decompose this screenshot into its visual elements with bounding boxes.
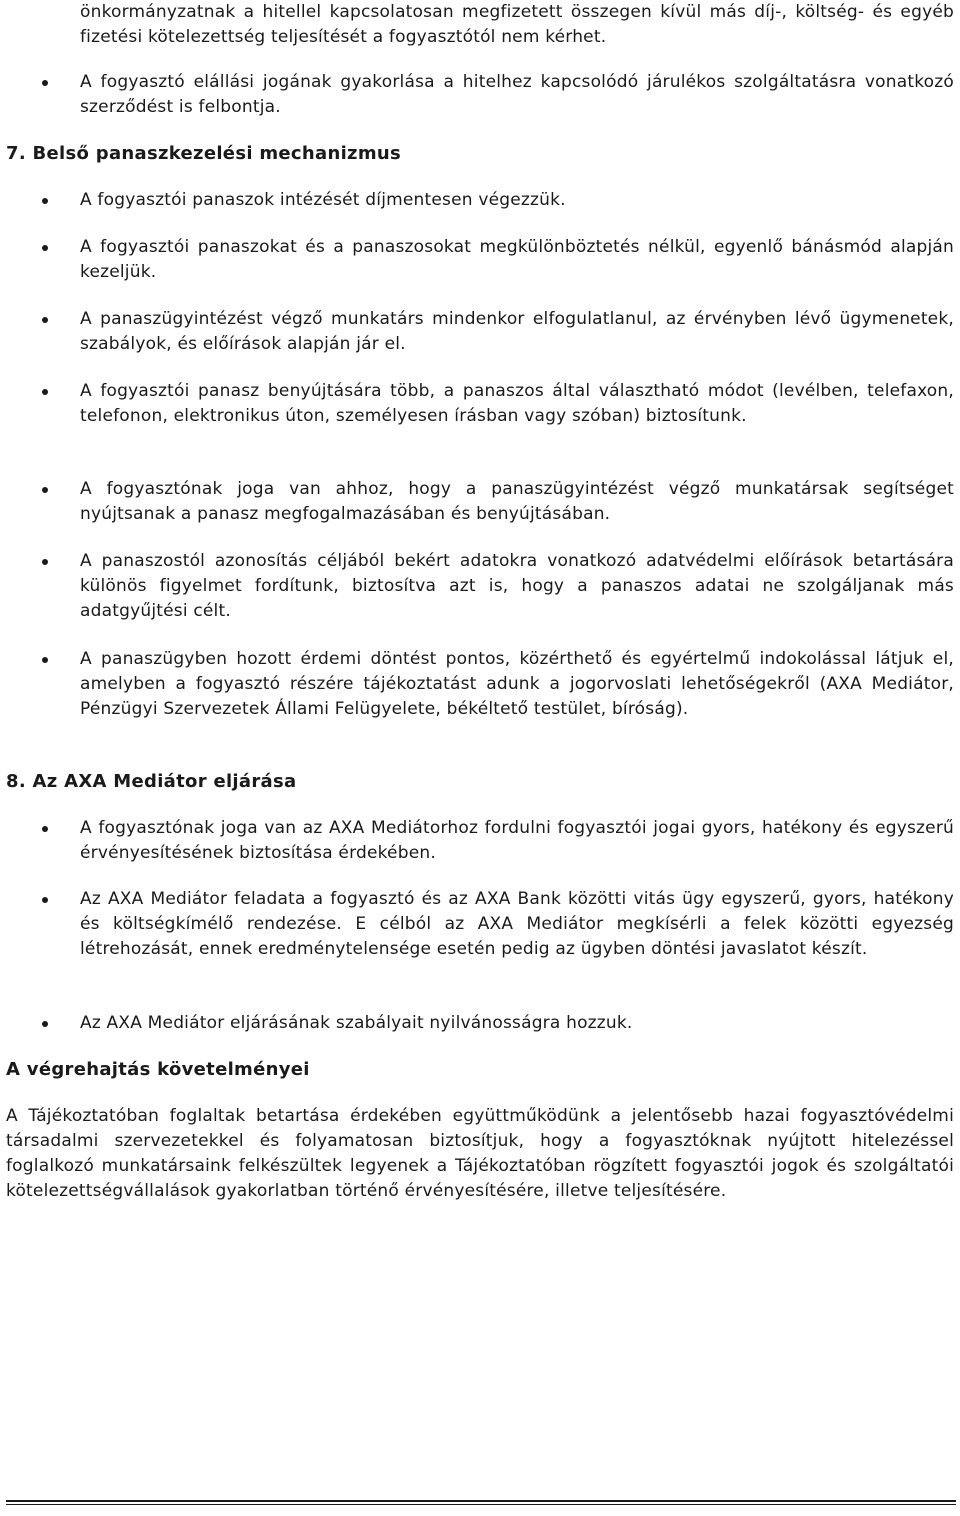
- section-7-heading: 7. Belső panaszkezelési mechanizmus: [6, 143, 402, 164]
- bullet-icon: [42, 1021, 48, 1027]
- bullet-icon: [42, 198, 48, 204]
- bullet-icon: [42, 80, 48, 86]
- list-item-text: A fogyasztói panaszokat és a panaszosokat megkülönböztetés nélkül, egyenlő bánásmód alapján kezeljük.: [80, 237, 954, 282]
- list-item-text: Az AXA Mediátor eljárásának szabályait nyilvánosságra hozzuk.: [80, 1013, 633, 1033]
- bullet-icon: [42, 487, 48, 493]
- section-8-heading: 8. Az AXA Mediátor eljárása: [6, 771, 297, 792]
- bullet-icon: [42, 245, 48, 251]
- list-item-text: A fogyasztói panasz benyújtására több, a panaszos által választható módot (levélben, telefaxon, telefonon, elektronikus úton, személyesen írásban vagy szóban) biztosítunk.: [80, 381, 954, 426]
- list-item-text: A panaszügyben hozott érdemi döntést pontos, közérthető és egyértelmű indokolással látjuk el, amelyben a fogyasztó részére tájékoztatást adunk a jogorvoslati lehetőségekről (AXA Mediátor, Pénzügyi Szervezetek Állami Felügyelete, békéltető testület, bíróság).: [80, 649, 954, 719]
- requirements-paragraph: A Tájékoztatóban foglaltak betartása érdekében együttműködünk a jelentősebb hazai fogyasztóvédelmi társadalmi szervezetekkel és folyamatosan biztosítjuk, hogy a fogyasztóknak nyújtott hitelezéssel foglalkozó munkatársaink felkészültek legyenek a Tájékoztatóban rögzített fogyasztói jogok és szolgáltatói kötelezettségvállalások gyakorlatban történő érvényesítésére, illetve teljesítésére.: [6, 1106, 954, 1201]
- bullet-icon: [42, 389, 48, 395]
- list-item-text: A fogyasztónak joga van az AXA Mediátorhoz fordulni fogyasztói jogai gyors, hatékony és egyszerű érvényesítésének biztosítása érdekében.: [80, 818, 954, 863]
- bullet-icon: [42, 657, 48, 663]
- bullet-icon: [42, 826, 48, 832]
- bullet-icon: [42, 559, 48, 565]
- requirements-heading: A végrehajtás követelményei: [6, 1059, 310, 1080]
- footer-divider: [6, 1500, 956, 1502]
- intro-continuation-text: önkormányzatnak a hitellel kapcsolatosan megfizetett összegen kívül más díj-, költség- és egyéb fizetési kötelezettség teljesítését a fogyasztótól nem kérhet.: [80, 2, 954, 47]
- list-item-text: A fogyasztó elállási jogának gyakorlása a hitelhez kapcsolódó járulékos szolgáltatásra vonatkozó szerződést is felbontja.: [80, 72, 954, 117]
- list-item-text: A fogyasztói panaszok intézését díjmentesen végezzük.: [80, 190, 566, 210]
- list-item-text: Az AXA Mediátor feladata a fogyasztó és az AXA Bank közötti vitás ügy egyszerű, gyors, hatékony és költségkímélő rendezése. E célból az AXA Mediátor megkísérli a felek közötti egyezség létrehozását, ennek eredménytelensége esetén pedig az ügyben döntési javaslatot készít.: [80, 889, 954, 959]
- bullet-icon: [42, 317, 48, 323]
- list-item-text: A panaszostól azonosítás céljából bekért adatokra vonatkozó adatvédelmi előírások betartására különös figyelmet fordítunk, biztosítva azt is, hogy a panaszos adatai ne szolgáljanak más adatgyűjtési célt.: [80, 551, 954, 621]
- list-item-text: A panaszügyintézést végző munkatárs mindenkor elfogulatlanul, az érvényben lévő ügymenetek, szabályok, és előírások alapján jár el.: [80, 309, 954, 354]
- bullet-icon: [42, 897, 48, 903]
- list-item-text: A fogyasztónak joga van ahhoz, hogy a panaszügyintézést végző munkatársak segítséget nyújtsanak a panasz megfogalmazásában és benyújtásában.: [80, 479, 954, 524]
